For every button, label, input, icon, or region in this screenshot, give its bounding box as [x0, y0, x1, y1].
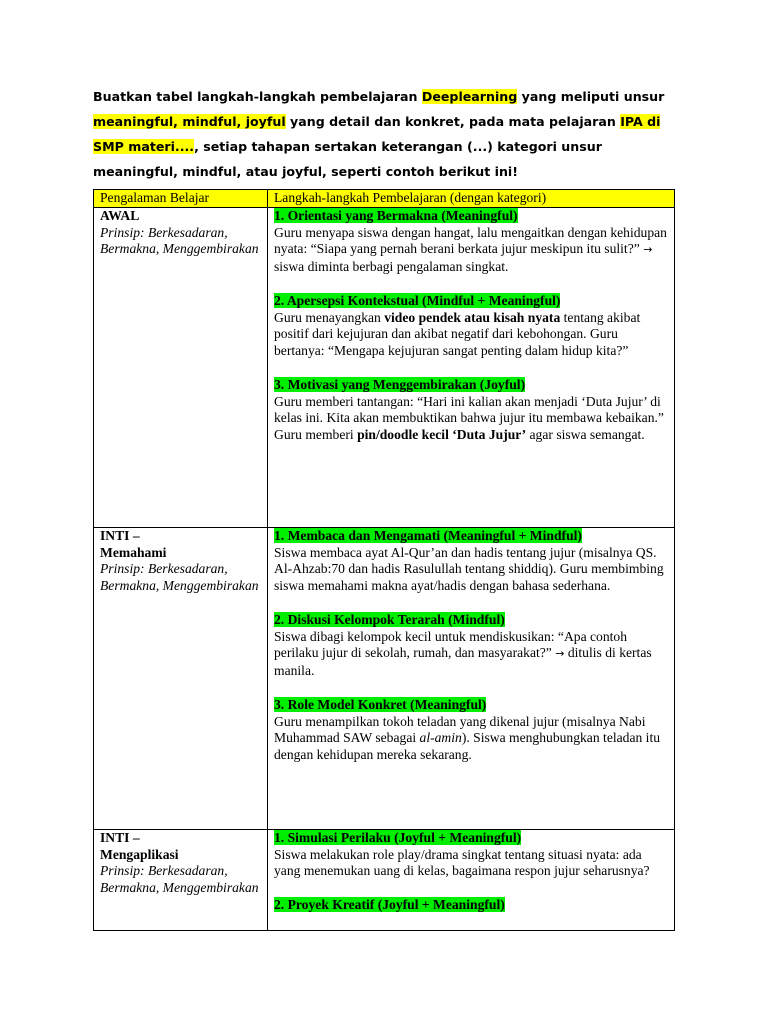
intro-text-2: yang meliputi unsur [517, 89, 665, 104]
phase-cell [94, 527, 268, 829]
phase-title: INTI – [100, 829, 140, 845]
highlight-deeplearning: Deeplearning [421, 89, 518, 104]
table-row-inti-memahami [94, 527, 675, 829]
phase-subtitle: Memahami [100, 544, 167, 560]
step-title: 2. Proyek Kreatif (Joyful + Meaningful) [274, 896, 505, 912]
steps-cell [268, 829, 675, 930]
step-text: agar siswa semangat. [526, 427, 645, 443]
step-block [274, 208, 668, 276]
step-italic-text: al-amin [419, 730, 462, 746]
step-block [274, 528, 668, 595]
step-bold-text: pin/doodle kecil ‘Duta Jujur’ [357, 427, 527, 443]
phase-cell [94, 207, 268, 527]
learning-steps-table [93, 189, 675, 931]
step-desc: Siswa membaca ayat Al-Qur’an dan hadis tentang jujur (misalnya QS. Al-Ahzab:70 dan hadis Rasulullah tentang shiddiq). Guru membimbing siswa memahami makna ayat/hadis dengan bahasa sederhana. [274, 544, 664, 594]
step-title: 3. Motivasi yang Menggembirakan (Joyful) [274, 376, 526, 392]
step-title: 1. Membaca dan Mengamati (Meaningful + Mindful) [274, 527, 582, 543]
step-text: Guru memberi tantangan: “Hari ini kalian akan menjadi ‘Duta Jujur’ di kelas ini. Kita akan membuktikan bahwa jujur itu membawa kebaikan.” Guru memberi [274, 393, 664, 443]
step-text: Guru menampilkan tokoh teladan yang dikenal jujur (misalnya Nabi Muhammad SAW sebagai [274, 713, 646, 746]
highlight-unsur: meaningful, mindful, joyful [93, 114, 286, 129]
step-block [274, 377, 668, 444]
step-desc [274, 629, 668, 680]
intro-text-1: Buatkan tabel langkah-langkah pembelajaran [93, 89, 422, 104]
step-block [274, 897, 668, 914]
table-row-awal [94, 207, 675, 527]
step-desc: Siswa melakukan role play/drama singkat tentang situasi nyata: ada yang menemukan uang di kelas, bagaimana respon jujur seharusnya? [274, 846, 650, 879]
intro-text-4: , setiap tahapan sertakan keterangan (...) kategori unsur meaningful, mindful, atau joyful, seperti contoh berikut ini! [93, 139, 602, 179]
highlight-mapel: IPA di SMP materi.... [93, 114, 661, 154]
step-text: Guru menyapa siswa dengan hangat, lalu mengaitkan dengan kehidupan nyata: “Siapa yang pernah berani berkata jujur meskipun itu sulit?” [274, 224, 667, 257]
intro-text-3: yang detail dan konkret, pada mata pelajaran [285, 114, 621, 129]
phase-title: INTI – [100, 527, 140, 543]
step-text: tentang akibat positif dari kejujuran dan akibat negatif dari kebohongan. Guru bertanya: “Mengapa kejujuran sangat penting dalam hidup kita?” [274, 309, 641, 359]
table-header-row [94, 190, 675, 208]
header-langkah: Langkah-langkah Pembelajaran (dengan kategori) [268, 190, 675, 208]
phase-prinsip: Prinsip: Berkesadaran, Bermakna, Menggembirakan [100, 863, 259, 896]
header-pengalaman: Pengalaman Belajar [94, 190, 268, 208]
step-title: 2. Diskusi Kelompok Terarah (Mindful) [274, 611, 505, 627]
phase-title: AWAL [100, 207, 140, 223]
steps-cell [268, 207, 675, 527]
step-block [274, 830, 668, 880]
step-text: ditulis di kertas manila. [274, 645, 652, 679]
arrow-right-icon: → [555, 647, 565, 661]
step-desc [274, 394, 668, 444]
step-title: 2. Apersepsi Kontekstual (Mindful + Meaningful) [274, 292, 561, 308]
phase-prinsip: Prinsip: Berkesadaran, Bermakna, Menggembirakan [100, 561, 259, 594]
instruction-text [93, 84, 683, 184]
phase-prinsip: Prinsip: Berkesadaran, Bermakna, Menggembirakan [100, 224, 259, 257]
step-title: 1. Simulasi Perilaku (Joyful + Meaningful) [274, 829, 522, 845]
step-title: 3. Role Model Konkret (Meaningful) [274, 696, 487, 712]
table-row-inti-mengaplikasi [94, 829, 675, 930]
step-block [274, 612, 668, 680]
step-text: Guru menayangkan [274, 309, 385, 325]
steps-cell [268, 527, 675, 829]
step-bold-text: video pendek atau kisah nyata [384, 309, 561, 325]
step-title: 1. Orientasi yang Bermakna (Meaningful) [274, 207, 518, 223]
step-block [274, 293, 668, 360]
step-desc [274, 225, 668, 276]
step-text: siswa diminta berbagi pengalaman singkat. [274, 259, 509, 275]
step-desc [274, 310, 668, 360]
phase-cell [94, 829, 268, 930]
step-text: ). Siswa menghubungkan teladan itu dengan kehidupan mereka sekarang. [274, 730, 661, 763]
arrow-right-icon: → [643, 243, 653, 257]
step-desc [274, 714, 668, 764]
phase-subtitle: Mengaplikasi [100, 846, 179, 862]
step-block [274, 697, 668, 764]
step-text: Siswa dibagi kelompok kecil untuk mendiskusikan: “Apa contoh perilaku jujur di sekolah, rumah, dan masyarakat?” [274, 628, 628, 661]
